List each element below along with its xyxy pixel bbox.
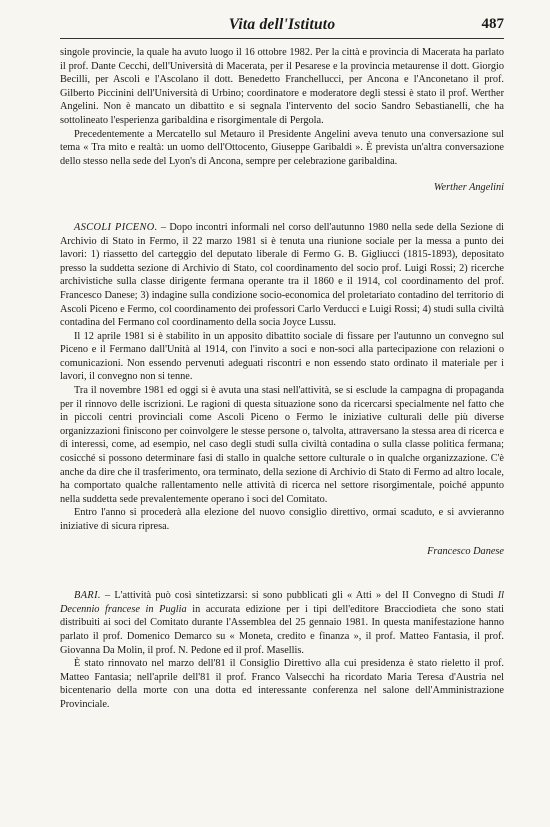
paragraph: singole provincie, la quale ha avuto luogo il 16 ottobre 1982. Per la città e provincia di Macerata ha parlato il prof. Dante Cecchi, dell'Università di Macerata, per il Pesarese e la provincia metaurense il dott. Giorgio Becilli, per Ascoli e l'Ascolano il dott. Benedetto Franchellucci, per Ancona e l'Anconetano il prof. Gilberto Piccinini dell'Università di Urbino; coordinatore e moderatore degli stessi è stato il prof. Werther Angelini. Non è mancato un dibattito e si segnala l'intervento del socio Sandro Sebastianelli, che ha sottolineato l'esperienza garibaldina e risorgimentale di Pergola.	[60, 47, 504, 126]
header-title: Vita dell'Istituto	[228, 16, 336, 33]
paragraph: Entro l'anno si procederà alla elezione del nuovo consiglio direttivo, ormai scaduto, e si avvieranno iniziative di sicura ripresa.	[60, 507, 504, 532]
paragraph-text: – L'attività può così sintetizzarsi: si sono pubblicati gli « Atti » del II Convegno di Studi	[100, 590, 498, 602]
page-number: 487	[481, 16, 504, 32]
paragraph: È stato rinnovato nel marzo dell'81 il Consiglio Direttivo alla cui presidenza è stato rieletto il prof. Matteo Fantasia; nell'aprile dell'81 il prof. Franco Valsecchi ha ricordato Maria Teresa d'Austria nel bicentenario della morte con una dotta ed interessante conferenza nel salone dell'Amministrazione Provinciale.	[60, 658, 504, 710]
signature: Werther Angelini	[433, 182, 504, 194]
signature: Francesco Danese	[427, 545, 504, 557]
page-body	[60, 46, 504, 712]
paragraph	[60, 221, 504, 330]
section-lead-bari: BARI.	[74, 590, 101, 602]
paragraph-text: – Dopo incontri informali nel corso dell'autunno 1980 nella sede della Sezione di Archivio di Stato in Fermo, il 22 marzo 1981 si è tenuta una riunione sociale per la messa a punto dei lavori: 1) riassetto del carteggio del deputato liberale di Fermo G. B. Gigliucci (1815-1893), depositato presso la suddetta sezione di Archivio di Stato, col coordinamento del socio prof. Luigi Rossi; 2) ricerche archivistiche sulla classe dirigente fermana operante tra il 1860 e il 1914, col coordinamento del prof. Francesco Danese; 3) indagine sulla condizione socio-economica del proletariato contadino del territorio di Ascoli Piceno e Fermo, col coordinamento dei professori Carlo Verducci e Luigi Rossi; 4) studi sulla civiltà contadina del Fermano col coordinamento della socia Joyce Lussu.	[60, 221, 504, 329]
paragraph: Tra il novembre 1981 ed oggi si è avuta una stasi nell'attività, se si esclude la campagna di propaganda per il rinnovo delle iscrizioni. Le ragioni di questa situazione sono da ricercarsi specialmente nel fatto che in piccoli centri provinciali come Ascoli Piceno o Fermo le iniziative culturali delle più diverse organizzazioni finiscono per coinvolgere le stesse persone o, talvolta, attraversano la stessa area di ricerca e di interessi, come, ad esempio, nel caso degli studi sulla civiltà contadina o sulla classe politica fermana; cosicché si possono determinare fasi di stallo in qualche settore culturale o in qualche organizzazione. C'è anche da dire che il trasferimento, ora terminato, della sezione di Archivio di Stato di Fermo ad altro locale, ha comportato qualche rallentamento nelle attività di ricerca nel settore risorgimentale, poiché appunto nella suddetta sede prevalentemente operano i soci del Comitato.	[60, 385, 504, 505]
section-lead-ascoli: ASCOLI PICENO.	[74, 221, 158, 233]
paragraph	[60, 589, 504, 657]
paragraph: Il 12 aprile 1981 si è stabilito in un apposito dibattito sociale di fissare per l'autunno un convegno sul Piceno e il Fermano dall'Unità al 1914, con l'invito a soci e non-soci alla partecipazione con relazioni o comunicazioni. Non essendo pervenuti adeguati riscontri e non essendo stato ordinato il materiale per i lavori, il convegno non si tenne.	[60, 330, 504, 383]
running-header	[60, 14, 504, 39]
book-title: Il Decennio francese in Puglia	[60, 590, 504, 615]
paragraph-text: in accurata edizione per i tipi dell'editore Bracciodieta che sono stati distribuiti ai soci del Comitato durante l'Assemblea del 25 gennaio 1981. In questa manifestazione hanno parlato il prof. Domenico Demarco su « Moneta, credito e finanza », il prof. Matteo Fantasia, il prof. Giovanna Da Molin, il prof. N. Pedone ed il prof. Masellis.	[60, 603, 505, 656]
paragraph: Precedentemente a Mercatello sul Metauro il Presidente Angelini aveva tenuto una conversazione sul tema « Tra mito e realtà: un uomo dell'Ottocento, Giuseppe Garibaldi ». È prevista un'altra conversazione dello stesso nella sede del Lyon's di Ancona, sempre per celebrazione garibaldina.	[60, 128, 504, 167]
